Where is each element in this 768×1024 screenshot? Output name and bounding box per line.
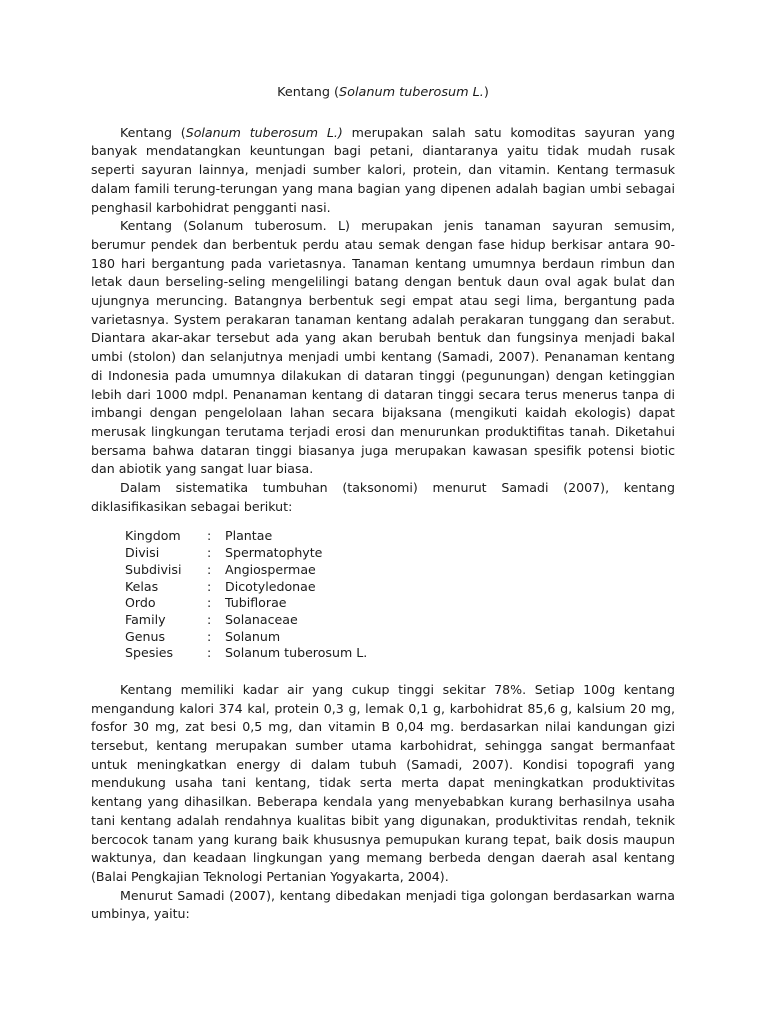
taxonomy-value: Tubiflorae [225, 595, 287, 611]
taxonomy-row [125, 579, 675, 596]
title-prefix: Kentang ( [277, 85, 340, 100]
document-page [91, 84, 675, 924]
taxonomy-list [125, 528, 675, 662]
taxonomy-value: Solanum [225, 628, 281, 644]
taxonomy-row [125, 595, 675, 612]
paragraph-nutrition: Kentang memiliki kadar air yang cukup tinggi sekitar 78%. Setiap 100g kentang mengandung kalori 374 kal, protein 0,3 g, lemak 0,1 g, karbohidrat 85,6 g, kalsium 20 mg, fosfor 30 mg, zat besi 0,5 mg, dan vitamin B 0,04 mg. berdasarkan nilai kandungan gizi tersebut, kentang merupakan sumber utama karbohidrat, sehingga sangat bermanfaat untuk meningkatkan energy di dalam tubuh (Samadi, 2007). Kondisi topografi yang mendukung usaha tani kentang, tidak serta merta dapat meningkatkan produktivitas kentang yang dihasilkan. Beberapa kendala yang menyebabkan kurang berhasilnya usaha tani kentang adalah rendahnya kualitas bibit yang digunakan, produktivitas rendah, teknik bercocok tanam yang kurang baik khususnya pemupukan kurang tepat, baik dosis maupun waktunya, dan keadaan lingkungan yang memang berbeda dengan daerah asal kentang (Balai Pengkajian Teknologi Pertanian Yogyakarta, 2004). [91, 681, 675, 884]
taxonomy-row [125, 612, 675, 629]
taxonomy-separator: : [207, 545, 212, 561]
taxonomy-separator: : [207, 611, 212, 627]
taxonomy-value: Spermatophyte [225, 545, 323, 561]
paragraph-taxonomy-intro: Dalam sistematika tumbuhan (taksonomi) menurut Samadi (2007), kentang diklasifikasikan sebagai berikut: [91, 480, 675, 514]
taxonomy-value: Solanum tuberosum L. [225, 645, 368, 661]
taxonomy-rank: Kelas [125, 578, 159, 594]
taxonomy-rank: Divisi [125, 545, 160, 561]
intro-scientific-name: Solanum tuberosum L.) [185, 124, 343, 140]
taxonomy-separator: : [207, 628, 212, 644]
taxonomy-row [125, 629, 675, 646]
taxonomy-rank: Genus [125, 628, 166, 644]
taxonomy-rank: Ordo [125, 595, 156, 611]
taxonomy-row [125, 528, 675, 545]
document-title [91, 84, 675, 103]
taxonomy-row [125, 562, 675, 579]
taxonomy-value: Angiospermae [225, 561, 316, 577]
taxonomy-value: Solanaceae [225, 611, 298, 627]
taxonomy-separator: : [207, 561, 212, 577]
taxonomy-separator: : [207, 595, 212, 611]
taxonomy-separator: : [207, 578, 212, 594]
taxonomy-separator: : [207, 645, 212, 661]
paragraph-morphology: Kentang (Solanum tuberosum. L) merupakan jenis tanaman sayuran semusim, berumur pendek dan berbentuk perdu atau semak dengan fase hidup berkisar antara 90-180 hari bergantung pada varietasnya. Tanaman kentang umumnya berdaun rimbun dan letak daun berseling-seling mengelilingi batang dengan bentuk daun oval agak bulat dan ujungnya meruncing. Batangnya berbentuk segi empat atau segi lima, bergantung pada varietasnya. System perakaran tanaman kentang adalah perakaran tunggang dan serabut. Diantara akar-akar tersebut ada yang akan berubah bentuk dan fungsinya menjadi bakal umbi (stolon) dan selanjutnya menjadi umbi kentang (Samadi, 2007). Penanaman kentang di Indonesia pada umumnya dilakukan di dataran tinggi (pegunungan) dengan ketinggian lebih dari 1000 mdpl. Penanaman kentang di dataran tinggi secara terus menerus tanpa di imbangi dengan pengelolaan lahan secara bijaksana (mengikuti kaidah ekologis) dapat merusak lingkungan terutama terjadi erosi dan menurunkan produktifitas tanah. Diketahui bersama bahwa dataran tinggi biasanya juga merupakan kawasan spesifik potensi biotic dan abiotik yang sangat luar biasa. [91, 218, 675, 477]
title-scientific-name: Solanum tuberosum L. [339, 85, 484, 100]
taxonomy-rank: Subdivisi [125, 561, 182, 577]
paragraph-intro [91, 124, 675, 218]
taxonomy-row [125, 645, 675, 662]
taxonomy-row [125, 545, 675, 562]
title-suffix: ) [483, 85, 489, 100]
taxonomy-rank: Family [125, 611, 166, 627]
intro-text: merupakan salah satu komoditas sayuran yang banyak mendatangkan keuntungan bagi petani, diantaranya yaitu tidak mudah rusak seperti sayuran lainnya, menjadi sumber kalori, protein, dan vitamin. Kentang termasuk dalam famili terung-terungan yang mana bagian yang dipenen adalah bagian umbi sebagai penghasil karbohidrat pengganti nasi. [91, 124, 675, 215]
taxonomy-value: Dicotyledonae [225, 578, 316, 594]
paragraph-classification: Menurut Samadi (2007), kentang dibedakan menjadi tiga golongan berdasarkan warna umbinya, yaitu: [91, 887, 675, 922]
taxonomy-rank: Kingdom [125, 528, 181, 544]
intro-prefix: Kentang ( [120, 124, 186, 140]
taxonomy-value: Plantae [225, 528, 273, 544]
taxonomy-rank: Spesies [125, 645, 174, 661]
taxonomy-separator: : [207, 528, 212, 544]
